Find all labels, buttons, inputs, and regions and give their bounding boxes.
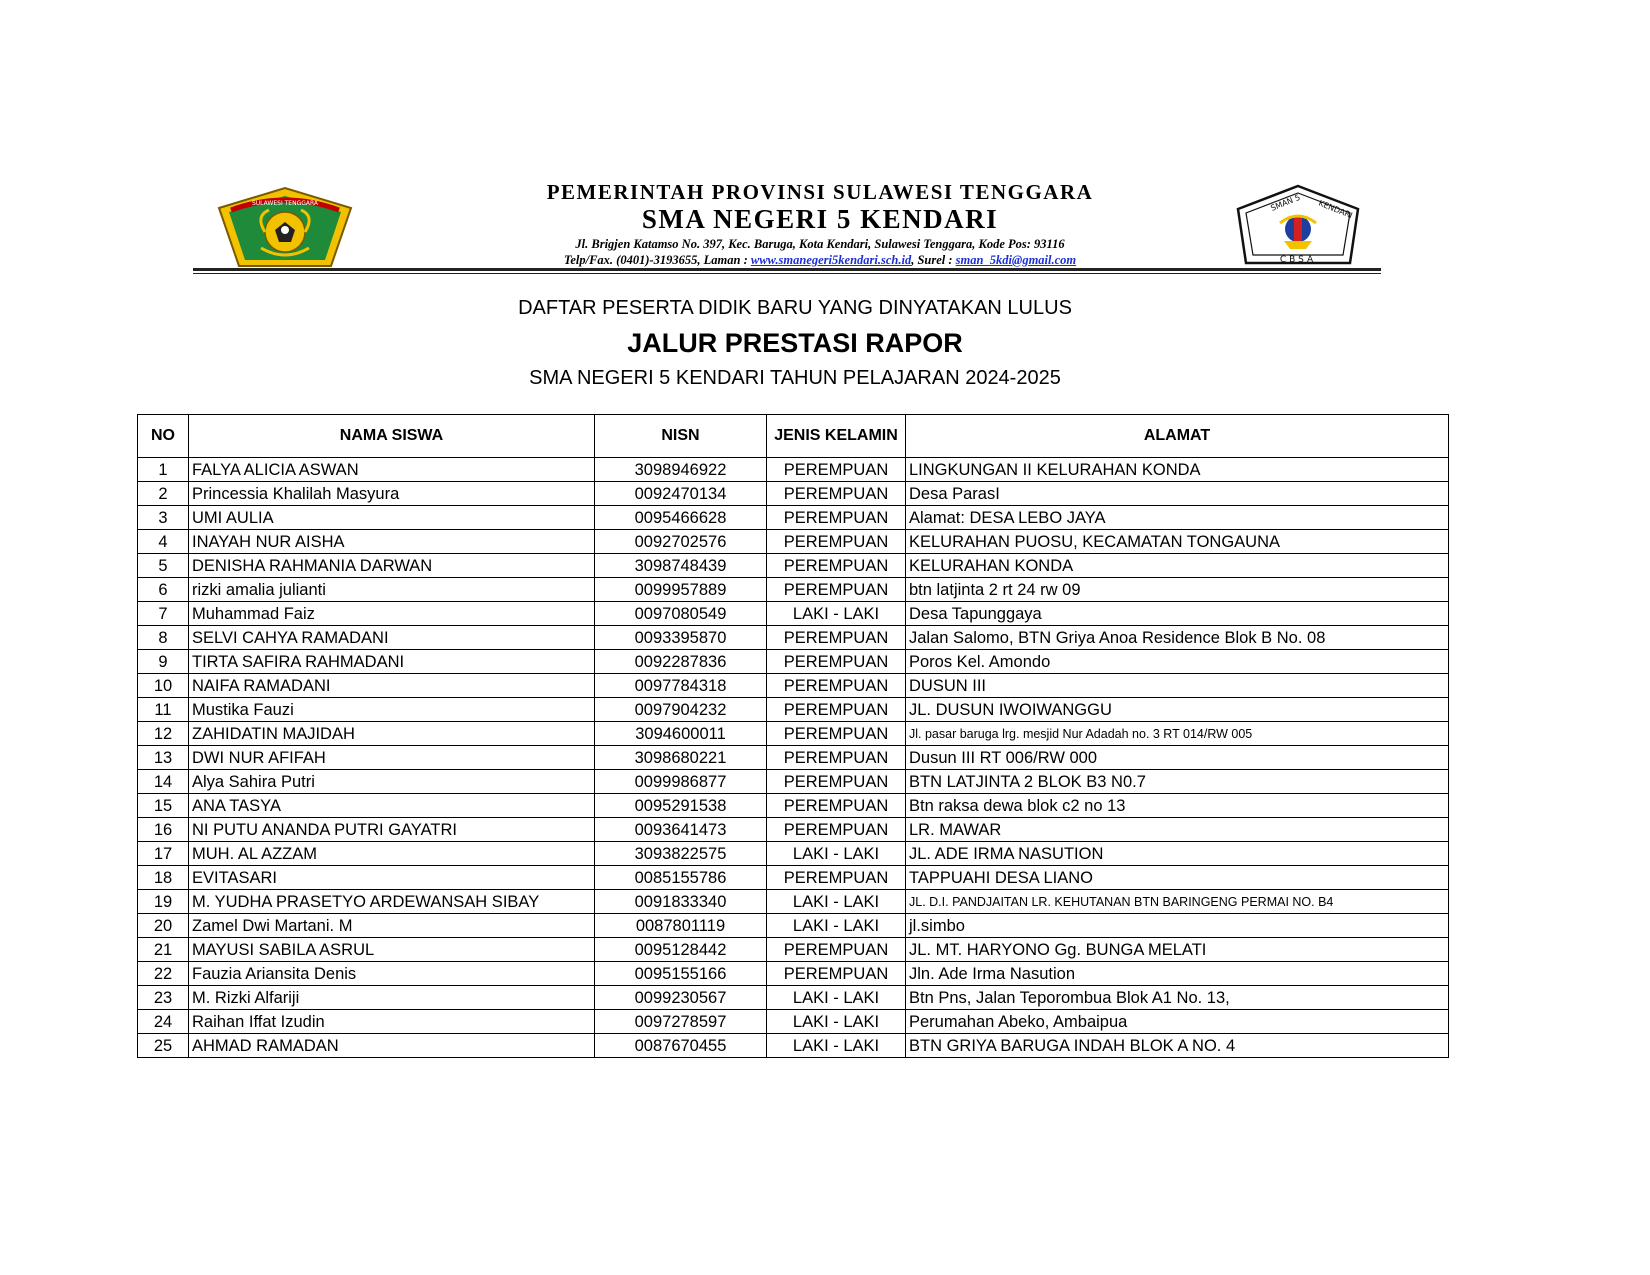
table-row [138, 746, 1449, 770]
school-name: SMA NEGERI 5 KENDARI [641, 204, 999, 234]
cell-alamat: LINGKUNGAN II KELURAHAN KONDA [906, 458, 1449, 482]
table-row [138, 1010, 1449, 1034]
table-body [138, 458, 1449, 1058]
cell-jenis-kelamin: LAKI - LAKI [767, 842, 906, 866]
cell-nisn: 3094600011 [595, 722, 767, 746]
cell-nama-siswa: NI PUTU ANANDA PUTRI GAYATRI [189, 818, 595, 842]
letterhead-text [380, 180, 1260, 268]
government-name: PEMERINTAH PROVINSI SULAWESI TENGGARA [546, 180, 1094, 204]
email-link[interactable]: sman_5kdi@gmail.com [955, 253, 1077, 267]
cell-nama-siswa: Zamel Dwi Martani. M [189, 914, 595, 938]
cell-jenis-kelamin: PEREMPUAN [767, 482, 906, 506]
cell-nama-siswa: MAYUSI SABILA ASRUL [189, 938, 595, 962]
table-row [138, 842, 1449, 866]
cell-alamat: Jln. Ade Irma Nasution [906, 962, 1449, 986]
cell-alamat: Jl. pasar baruga lrg. mesjid Nur Adadah no. 3 RT 014/RW 005 [906, 722, 1449, 746]
cell-alamat: BTN LATJINTA 2 BLOK B3 N0.7 [906, 770, 1449, 794]
cell-alamat: JL. D.I. PANDJAITAN LR. KEHUTANAN BTN BARINGENG PERMAI NO. B4 [906, 890, 1449, 914]
cell-nisn: 0097784318 [595, 674, 767, 698]
table-row [138, 1034, 1449, 1058]
cell-alamat: LR. MAWAR [906, 818, 1449, 842]
cell-jenis-kelamin: LAKI - LAKI [767, 1010, 906, 1034]
cell-no: 17 [138, 842, 189, 866]
cell-nisn: 3093822575 [595, 842, 767, 866]
cell-jenis-kelamin: LAKI - LAKI [767, 1034, 906, 1058]
table-row [138, 986, 1449, 1010]
svg-text:SULAWESI TENGGARA: SULAWESI TENGGARA [251, 200, 319, 207]
cell-nama-siswa: Muhammad Faiz [189, 602, 595, 626]
table-row [138, 938, 1449, 962]
cell-alamat: Perumahan Abeko, Ambaipua [906, 1010, 1449, 1034]
svg-text:KENDARI: KENDARI [1317, 198, 1354, 221]
cell-jenis-kelamin: PEREMPUAN [767, 866, 906, 890]
cell-jenis-kelamin: PEREMPUAN [767, 770, 906, 794]
table-row [138, 602, 1449, 626]
table-row [138, 914, 1449, 938]
cell-nama-siswa: M. YUDHA PRASETYO ARDEWANSAH SIBAY [189, 890, 595, 914]
cell-nama-siswa: AHMAD RAMADAN [189, 1034, 595, 1058]
cell-jenis-kelamin: PEREMPUAN [767, 722, 906, 746]
table-row [138, 650, 1449, 674]
cell-jenis-kelamin: PEREMPUAN [767, 554, 906, 578]
cell-nisn: 0099230567 [595, 986, 767, 1010]
table-row [138, 482, 1449, 506]
cell-nama-siswa: Raihan Iffat Izudin [189, 1010, 595, 1034]
cell-jenis-kelamin: PEREMPUAN [767, 794, 906, 818]
cell-no: 2 [138, 482, 189, 506]
school-contact [380, 252, 1260, 268]
cell-alamat: Poros Kel. Amondo [906, 650, 1449, 674]
cell-nama-siswa: Fauzia Ariansita Denis [189, 962, 595, 986]
cell-alamat: KELURAHAN KONDA [906, 554, 1449, 578]
cell-no: 24 [138, 1010, 189, 1034]
cell-alamat: btn latjinta 2 rt 24 rw 09 [906, 578, 1449, 602]
cell-nisn: 0091833340 [595, 890, 767, 914]
cell-alamat: JL. MT. HARYONO Gg. BUNGA MELATI [906, 938, 1449, 962]
cell-nama-siswa: Alya Sahira Putri [189, 770, 595, 794]
cell-no: 12 [138, 722, 189, 746]
cell-alamat: Jalan Salomo, BTN Griya Anoa Residence Blok B No. 08 [906, 626, 1449, 650]
cell-jenis-kelamin: PEREMPUAN [767, 626, 906, 650]
cell-alamat: BTN GRIYA BARUGA INDAH BLOK A NO. 4 [906, 1034, 1449, 1058]
cell-alamat: Desa Tapunggaya [906, 602, 1449, 626]
cell-jenis-kelamin: PEREMPUAN [767, 746, 906, 770]
table-header-row [138, 415, 1449, 458]
cell-nama-siswa: UMI AULIA [189, 506, 595, 530]
table-row [138, 578, 1449, 602]
letterhead-rule-thin [193, 273, 1381, 274]
cell-alamat: DUSUN III [906, 674, 1449, 698]
table-row [138, 554, 1449, 578]
cell-jenis-kelamin: PEREMPUAN [767, 458, 906, 482]
cell-nisn: 3098680221 [595, 746, 767, 770]
cell-jenis-kelamin: PEREMPUAN [767, 530, 906, 554]
cell-no: 7 [138, 602, 189, 626]
cell-alamat: Alamat: DESA LEBO JAYA [906, 506, 1449, 530]
cell-jenis-kelamin: PEREMPUAN [767, 674, 906, 698]
cell-nisn: 0092470134 [595, 482, 767, 506]
cell-nama-siswa: Princessia Khalilah Masyura [189, 482, 595, 506]
cell-no: 9 [138, 650, 189, 674]
cell-nama-siswa: ANA TASYA [189, 794, 595, 818]
cell-no: 18 [138, 866, 189, 890]
cell-no: 5 [138, 554, 189, 578]
cell-alamat: TAPPUAHI DESA LIANO [906, 866, 1449, 890]
cell-alamat: JL. DUSUN IWOIWANGGU [906, 698, 1449, 722]
letterhead [0, 0, 1650, 290]
cell-jenis-kelamin: PEREMPUAN [767, 938, 906, 962]
cell-no: 13 [138, 746, 189, 770]
cell-no: 4 [138, 530, 189, 554]
table-row [138, 770, 1449, 794]
table-row [138, 506, 1449, 530]
cell-alamat: Desa ParasI [906, 482, 1449, 506]
table-row [138, 962, 1449, 986]
cell-no: 11 [138, 698, 189, 722]
student-table [137, 414, 1449, 1058]
cell-no: 6 [138, 578, 189, 602]
table-row [138, 818, 1449, 842]
website-link[interactable]: www.smanegeri5kendari.sch.id [750, 253, 912, 267]
cell-nisn: 0099957889 [595, 578, 767, 602]
cell-jenis-kelamin: LAKI - LAKI [767, 914, 906, 938]
cell-nisn: 3098946922 [595, 458, 767, 482]
cell-nama-siswa: DWI NUR AFIFAH [189, 746, 595, 770]
table-row [138, 530, 1449, 554]
cell-no: 23 [138, 986, 189, 1010]
cell-nisn: 0095128442 [595, 938, 767, 962]
table-row [138, 794, 1449, 818]
cell-nisn: 0093641473 [595, 818, 767, 842]
table-row [138, 890, 1449, 914]
table-row [138, 698, 1449, 722]
cell-no: 14 [138, 770, 189, 794]
cell-nisn: 0093395870 [595, 626, 767, 650]
cell-nisn: 0097904232 [595, 698, 767, 722]
cell-nisn: 0087801119 [595, 914, 767, 938]
cell-jenis-kelamin: PEREMPUAN [767, 698, 906, 722]
cell-no: 8 [138, 626, 189, 650]
cell-nisn: 3098748439 [595, 554, 767, 578]
cell-nama-siswa: INAYAH NUR AISHA [189, 530, 595, 554]
title-line-1: DAFTAR PESERTA DIDIK BARU YANG DINYATAKAN LULUS [518, 297, 1072, 319]
cell-no: 20 [138, 914, 189, 938]
letterhead-rule-thick [193, 268, 1381, 271]
cell-no: 3 [138, 506, 189, 530]
cell-alamat: JL. ADE IRMA NASUTION [906, 842, 1449, 866]
cell-nisn: 0095291538 [595, 794, 767, 818]
title-line-3: SMA NEGERI 5 KENDARI TAHUN PELAJARAN 2024-2025 [529, 367, 1061, 389]
cell-nama-siswa: DENISHA RAHMANIA DARWAN [189, 554, 595, 578]
svg-text:SMAN 5: SMAN 5 [1269, 192, 1302, 213]
cell-no: 15 [138, 794, 189, 818]
cell-jenis-kelamin: PEREMPUAN [767, 506, 906, 530]
school-logo [1232, 183, 1364, 269]
email-prefix: , Surel : [911, 253, 956, 267]
cell-alamat: Btn raksa dewa blok c2 no 13 [906, 794, 1449, 818]
header-nisn: NISN [595, 415, 767, 458]
cell-nisn: 0087670455 [595, 1034, 767, 1058]
cell-no: 22 [138, 962, 189, 986]
cell-nisn: 0099986877 [595, 770, 767, 794]
table-row [138, 674, 1449, 698]
cell-alamat: KELURAHAN PUOSU, KECAMATAN TONGAUNA [906, 530, 1449, 554]
cell-nama-siswa: TIRTA SAFIRA RAHMADANI [189, 650, 595, 674]
cell-no: 25 [138, 1034, 189, 1058]
cell-jenis-kelamin: LAKI - LAKI [767, 986, 906, 1010]
table-row [138, 722, 1449, 746]
title-line-2: JALUR PRESTASI RAPOR [627, 328, 963, 358]
province-emblem-logo [215, 186, 355, 270]
cell-nama-siswa: Mustika Fauzi [189, 698, 595, 722]
cell-nisn: 0092287836 [595, 650, 767, 674]
cell-nama-siswa: MUH. AL AZZAM [189, 842, 595, 866]
table-row [138, 866, 1449, 890]
cell-alamat: Dusun III RT 006/RW 000 [906, 746, 1449, 770]
cell-nama-siswa: EVITASARI [189, 866, 595, 890]
cell-nama-siswa: SELVI CAHYA RAMADANI [189, 626, 595, 650]
cell-nama-siswa: M. Rizki Alfariji [189, 986, 595, 1010]
svg-text:CBSA: CBSA [1279, 255, 1317, 265]
cell-no: 16 [138, 818, 189, 842]
cell-jenis-kelamin: PEREMPUAN [767, 962, 906, 986]
cell-nisn: 0097278597 [595, 1010, 767, 1034]
cell-nama-siswa: ZAHIDATIN MAJIDAH [189, 722, 595, 746]
cell-nama-siswa: NAIFA RAMADANI [189, 674, 595, 698]
cell-jenis-kelamin: PEREMPUAN [767, 818, 906, 842]
cell-jenis-kelamin: PEREMPUAN [767, 650, 906, 674]
cell-nisn: 0097080549 [595, 602, 767, 626]
document-titles [0, 294, 1590, 392]
cell-nama-siswa: FALYA ALICIA ASWAN [189, 458, 595, 482]
cell-nisn: 0095155166 [595, 962, 767, 986]
cell-alamat: Btn Pns, Jalan Teporombua Blok A1 No. 13, [906, 986, 1449, 1010]
header-nama-siswa: NAMA SISWA [189, 415, 595, 458]
cell-jenis-kelamin: PEREMPUAN [767, 578, 906, 602]
cell-no: 19 [138, 890, 189, 914]
cell-nisn: 0085155786 [595, 866, 767, 890]
cell-no: 10 [138, 674, 189, 698]
table-row [138, 626, 1449, 650]
cell-nama-siswa: rizki amalia julianti [189, 578, 595, 602]
header-no: NO [138, 415, 189, 458]
cell-alamat: jl.simbo [906, 914, 1449, 938]
school-address: Jl. Brigjen Katamso No. 397, Kec. Baruga, Kota Kendari, Sulawesi Tenggara, Kode Pos: 93116 [575, 237, 1065, 251]
cell-jenis-kelamin: LAKI - LAKI [767, 602, 906, 626]
contact-prefix: Telp/Fax. (0401)-3193655, Laman : [563, 253, 751, 267]
cell-nisn: 0092702576 [595, 530, 767, 554]
header-alamat: ALAMAT [906, 415, 1449, 458]
table-row [138, 458, 1449, 482]
cell-nisn: 0095466628 [595, 506, 767, 530]
cell-jenis-kelamin: LAKI - LAKI [767, 890, 906, 914]
cell-no: 1 [138, 458, 189, 482]
header-jenis-kelamin: JENIS KELAMIN [767, 415, 906, 458]
cell-no: 21 [138, 938, 189, 962]
